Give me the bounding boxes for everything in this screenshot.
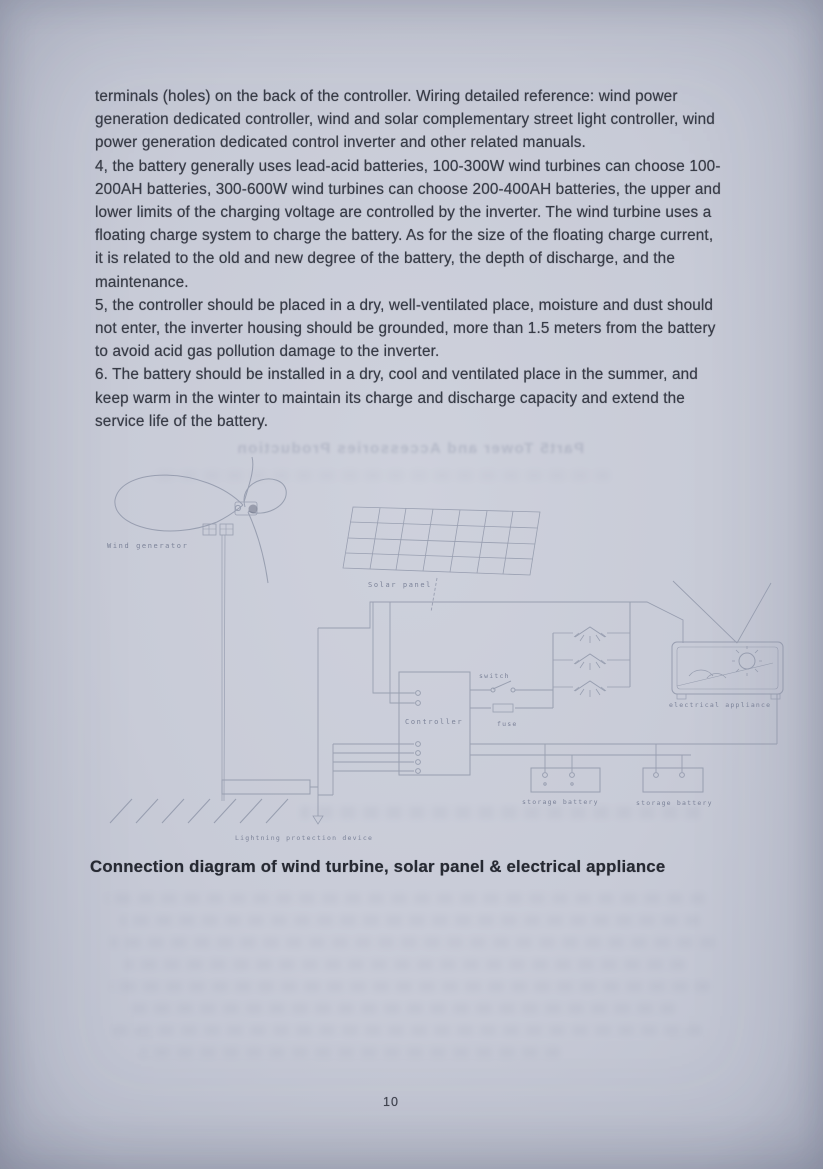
- label-wind-generator: Wind generator: [107, 542, 189, 550]
- switch-symbol: [491, 681, 515, 692]
- lamp-bank: [553, 602, 630, 708]
- paragraph-item-5-controller: 5, the controller should be placed in a dry, well-ventilated place, moisture and dust should not enter, the inverter housing should be grounded, more than 1.5 meters from the battery to avoid acid gas pollution damage to the inverter.: [95, 296, 716, 361]
- wiring: [318, 578, 777, 816]
- bleedthrough-smudge: [140, 1047, 560, 1058]
- label-storage-battery-2: storage battery: [636, 799, 713, 807]
- bleedthrough-smudge: [130, 1003, 675, 1014]
- bleedthrough-smudge: [105, 893, 705, 904]
- label-solar-panel: Solar panel: [368, 581, 432, 589]
- solar-panel-grid: [343, 507, 540, 575]
- storage-battery-2-box: [643, 768, 703, 792]
- connection-diagram: [85, 450, 805, 850]
- figure-caption: Connection diagram of wind turbine, solar panel & electrical appliance: [90, 857, 666, 876]
- bleedthrough-text: Part5 Tower and Accessories Production: [236, 440, 584, 457]
- bleedthrough-smudge: [110, 937, 715, 948]
- ground-hatch: [110, 799, 288, 823]
- paragraph-item-4-battery: 4, the battery generally uses lead-acid batteries, 100-300W wind turbines can choose 100-200AH batteries, 300-600W wind turbines can choose 200-400AH batteries, the upper and lower limits of the charging voltage are controlled by the inverter. The wind turbine uses a floating charge system to charge the battery. As for the size of the floating charge current, it is related to the old and new degree of the battery, the depth of discharge, and the maintenance.: [95, 157, 721, 291]
- tv-sketch: [672, 581, 783, 699]
- label-storage-battery-1: storage battery: [522, 798, 599, 806]
- paragraph-wiring-reference: terminals (holes) on the back of the controller. Wiring detailed reference: wind power generation dedicated controller, wind and solar complementary street light controller, wind power generation dedicated control inverter and other related manuals.: [95, 88, 715, 152]
- label-controller: Controller: [405, 718, 464, 726]
- label-electrical-appliance: electrical appliance: [669, 701, 772, 709]
- label-lightning-protection: Lightning protection device: [235, 834, 374, 842]
- fuse-symbol: [493, 704, 513, 712]
- bleedthrough-smudge: [125, 959, 685, 970]
- label-switch: switch: [479, 672, 510, 680]
- storage-battery-1-box: [531, 768, 600, 792]
- label-fuse: fuse: [497, 720, 518, 728]
- paragraph-item-6-battery-place: 6. The battery should be installed in a dry, cool and ventilated place in the summer, and keep warm in the winter to maintain its charge and discharge capacity and extend the service life of the battery.: [95, 366, 698, 430]
- page-number: 10: [383, 1095, 399, 1109]
- lightning-protection-device: [110, 780, 323, 824]
- wind-turbine-sketch: [115, 457, 286, 801]
- bleedthrough-smudge: [112, 1025, 702, 1036]
- bleedthrough-smudge: [120, 915, 700, 926]
- body-text: [95, 85, 722, 433]
- bleedthrough-smudge: [110, 981, 710, 992]
- figure-connection-diagram: [85, 450, 805, 850]
